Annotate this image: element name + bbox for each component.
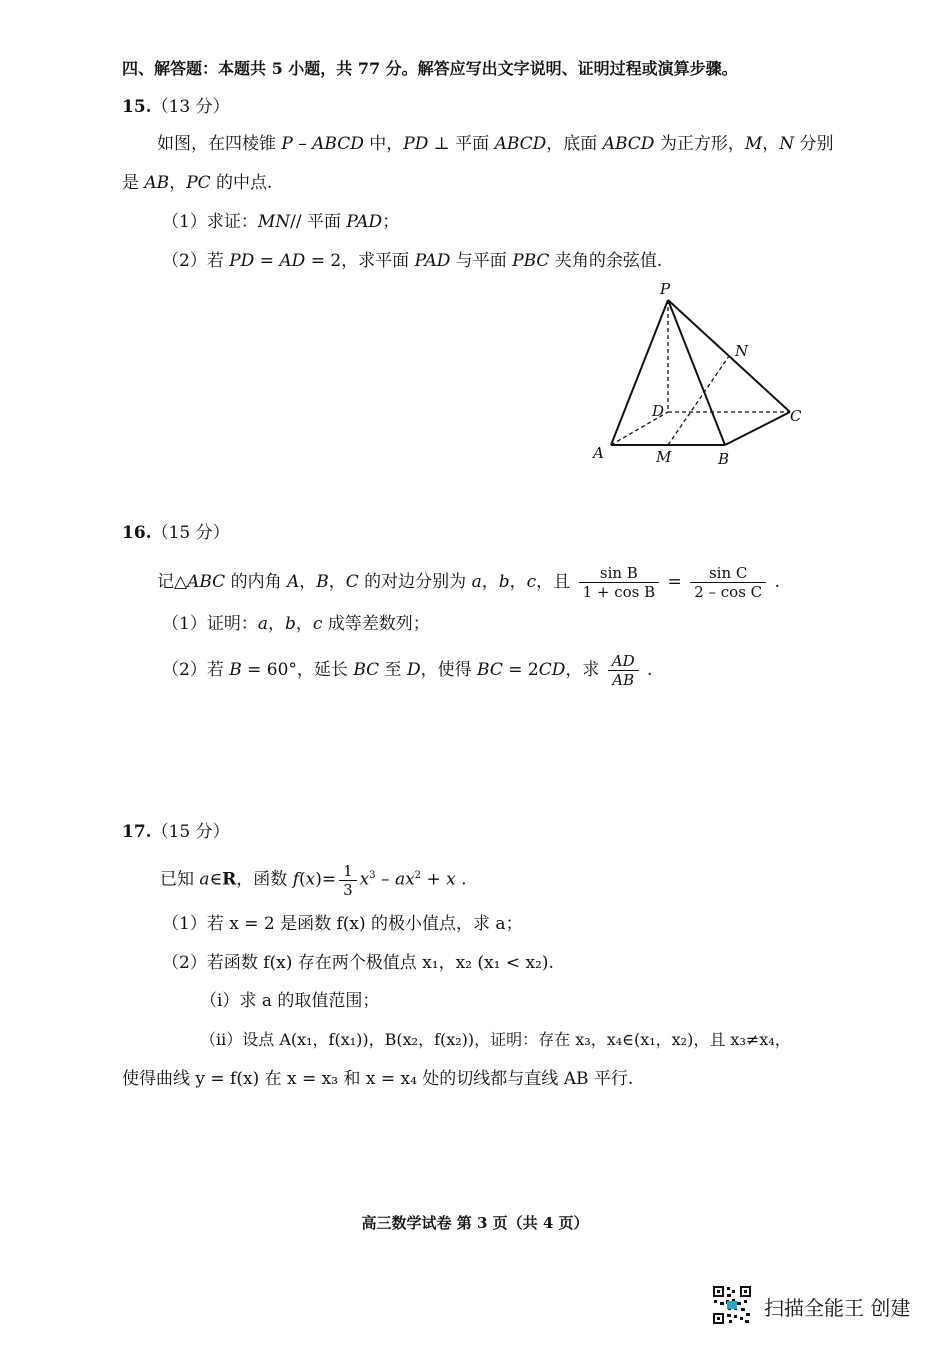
denominator: 3 — [343, 880, 353, 899]
q17-part2-i: （ⅰ）求 a 的取值范围； — [200, 991, 380, 1011]
q16-stem — [157, 562, 780, 602]
text: ， — [169, 173, 187, 193]
text: . — [641, 660, 653, 680]
fraction-sinB — [579, 564, 660, 601]
text: ，且 — [536, 572, 576, 592]
edge-PC — [668, 300, 790, 412]
numerator: sin B — [579, 564, 660, 583]
math: B — [229, 660, 242, 680]
text: ， — [762, 134, 780, 154]
scanner-label: 扫描全能王 创建 — [764, 1296, 911, 1320]
math: f — [292, 869, 299, 890]
math: N — [779, 134, 795, 154]
numerator: 1 — [339, 862, 357, 881]
text: = — [254, 251, 280, 271]
q15-score: （13 分） — [151, 97, 230, 117]
q17-heading — [122, 819, 230, 845]
math: a — [471, 572, 482, 592]
text: 与平面 — [450, 251, 513, 271]
q15-part2 — [162, 248, 662, 274]
text: ， — [295, 614, 313, 634]
text: = 2 — [502, 660, 539, 680]
math: B — [316, 572, 329, 592]
math: b — [284, 614, 296, 634]
math: ABCD — [494, 134, 547, 154]
exponent: 3 — [369, 870, 376, 881]
q15-part1 — [162, 209, 399, 235]
text: ，函数 — [236, 869, 293, 890]
text: 分别 — [794, 134, 834, 154]
page-footer: 高三数学试卷 第 3 页（共 4 页） — [361, 1214, 589, 1232]
exponent: 2 — [414, 870, 422, 881]
math: c — [312, 614, 323, 634]
math: R — [222, 869, 237, 890]
q16-heading — [122, 520, 230, 546]
text: = 2，求平面 — [305, 251, 415, 271]
fraction-AD-AB — [608, 652, 639, 689]
text: ，使得 — [420, 660, 478, 680]
text: 的内角 — [225, 572, 287, 592]
q17-part2-ii-line2: 使得曲线 y = f(x) 在 x = x₃ 和 x = x₄ 处的切线都与直线 AB 平行. — [122, 1069, 634, 1089]
q17-part1: （1）若 x = 2 是函数 f(x) 的极小值点，求 a； — [162, 914, 523, 934]
math: b — [498, 572, 510, 592]
math: MN — [257, 212, 291, 232]
denominator: AB — [612, 671, 635, 689]
text: = 60°，延长 — [241, 660, 354, 680]
denominator: 2 – cos C — [694, 583, 763, 601]
text: （1）证明： — [162, 614, 258, 634]
math: BC — [353, 660, 380, 680]
math: PBC — [512, 251, 550, 271]
fraction-one-third — [339, 862, 357, 899]
text: )= — [315, 869, 337, 890]
text: // 平面 — [290, 212, 347, 232]
math: CD — [538, 660, 566, 680]
edge-PA — [611, 300, 668, 445]
fraction-sinC — [690, 564, 766, 601]
text: ，底面 — [546, 134, 603, 154]
pyramid-figure — [585, 278, 815, 470]
q17-part2-ii-line1: （ⅱ）设点 A(x₁，f(x₁))，B(x₂，f(x₂))，证明：存在 x₃，x₄∈(x₁，x₂)，且 x₃≠x₄， — [200, 1030, 791, 1049]
edge-PB — [668, 300, 725, 445]
text: 夹角的余弦值. — [549, 251, 663, 271]
label-M: M — [656, 448, 672, 466]
text: ， — [328, 572, 346, 592]
math: AD — [279, 251, 306, 271]
text: . — [769, 572, 780, 592]
text: . — [455, 869, 467, 890]
label-D: D — [652, 402, 665, 420]
label-C: C — [790, 407, 802, 425]
text: ，求 — [565, 660, 605, 680]
scanner-watermark — [712, 1285, 932, 1325]
section-header: 四、解答题：本题共 5 小题，共 77 分。解答应写出文字说明、证明过程或演算步骤。 — [122, 59, 738, 78]
math: C — [345, 572, 359, 592]
text: 记△ — [157, 572, 188, 592]
q16-score: （15 分） — [151, 523, 230, 543]
math: AB — [144, 173, 170, 193]
text: 如图，在四棱锥 — [157, 134, 282, 154]
math: PC — [186, 173, 211, 193]
math: D — [406, 660, 421, 680]
text: ⊥ 平面 — [428, 134, 495, 154]
text: ； — [382, 212, 400, 232]
q15-heading — [122, 94, 230, 120]
text: = — [662, 572, 688, 592]
denominator: 1 + cos B — [582, 583, 656, 601]
text: ， — [481, 572, 499, 592]
text: ( — [298, 869, 306, 890]
q16-number: 16. — [122, 523, 152, 543]
label-P: P — [660, 280, 671, 298]
text: – — [375, 869, 395, 890]
text: （1）求证： — [162, 212, 258, 232]
math: BC — [477, 660, 503, 680]
math: PD — [229, 251, 255, 271]
text: 的中点. — [210, 173, 273, 193]
text: ∈ — [209, 869, 223, 890]
text: ， — [509, 572, 527, 592]
q17-number: 17. — [122, 822, 152, 842]
math: c — [526, 572, 537, 592]
q16-part2 — [162, 650, 652, 690]
math: PAD — [346, 212, 383, 232]
math: a — [199, 869, 210, 890]
text: （2）若 — [162, 251, 230, 271]
q17-part2: （2）若函数 f(x) 存在两个极值点 x₁，x₂ (x₁ < x₂). — [162, 953, 554, 973]
math: P – ABCD — [281, 134, 364, 154]
math: x — [446, 869, 456, 890]
qr-code-icon — [712, 1285, 752, 1325]
text: + — [421, 869, 447, 890]
math: ABC — [187, 572, 226, 592]
q17-stem — [160, 856, 467, 900]
math: PD — [403, 134, 429, 154]
text: ， — [267, 614, 285, 634]
q17-score: （15 分） — [151, 822, 230, 842]
q15-stem-line1 — [157, 131, 834, 157]
text: 是 — [122, 173, 145, 193]
math: ABCD — [602, 134, 655, 154]
label-N: N — [735, 342, 749, 360]
label-A: A — [593, 444, 604, 462]
q15-stem-line2 — [122, 170, 272, 196]
q15-number: 15. — [122, 97, 152, 117]
text: 已知 — [160, 869, 200, 890]
math: x — [359, 869, 370, 890]
text: 成等差数列； — [322, 614, 430, 634]
math: a — [257, 614, 268, 634]
math: PAD — [414, 251, 451, 271]
numerator: sin C — [690, 564, 766, 583]
math: A — [286, 572, 300, 592]
numerator: AD — [608, 652, 639, 671]
q16-part1 — [162, 611, 430, 637]
text: （2）若 — [162, 660, 230, 680]
label-B: B — [718, 450, 730, 468]
edge-BC — [725, 412, 790, 445]
text: 至 — [379, 660, 407, 680]
text: 的对边分别为 — [358, 572, 472, 592]
math: ax — [394, 869, 415, 890]
text: ， — [299, 572, 317, 592]
math: x — [305, 869, 316, 890]
math: M — [744, 134, 763, 154]
text: 为正方形， — [654, 134, 745, 154]
text: 中， — [363, 134, 404, 154]
